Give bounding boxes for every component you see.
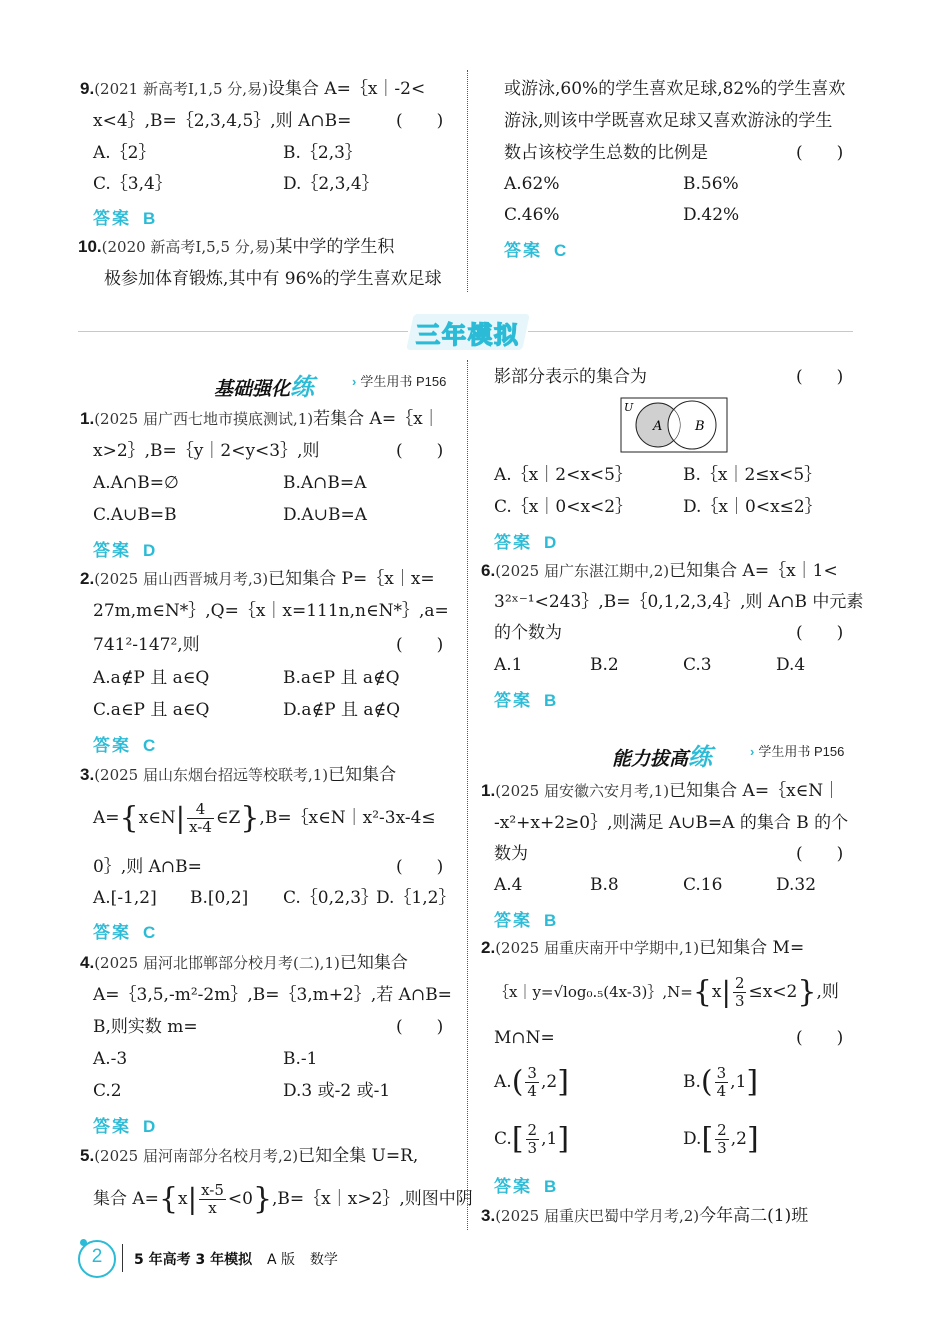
right-brace: }: [252, 1181, 273, 1217]
s2q2-opt-b-open: (: [700, 1064, 713, 1100]
s1q1-answer-label: 答案: [93, 541, 131, 560]
s1q6-opt-c: C.3: [683, 655, 712, 675]
s2q2-opt-a-close: ]: [557, 1064, 569, 1100]
s1q5-opt-b: B.｛x｜2≤x<5｝: [683, 465, 822, 485]
s1q2-opt-b: B.a∈P 且 a∉Q: [283, 668, 400, 688]
s2q1-answer-value: B: [544, 911, 559, 930]
s1q6-number: 6.: [481, 561, 496, 580]
s2q1-number: 1.: [481, 781, 496, 800]
s2q2-opt-b-close: ]: [746, 1064, 759, 1100]
q9-opt-a: A.｛2｝: [93, 143, 156, 163]
q9-source: (2021 新高考Ⅰ,1,5 分,易): [94, 80, 268, 98]
q10-line4: 游泳,则该中学既喜欢足球又喜欢游泳的学生: [504, 111, 833, 131]
q10-answer-value: C: [554, 241, 569, 260]
s1q1-opt-d: D.A∪B=A: [283, 505, 367, 525]
left-brace: {: [158, 1181, 179, 1217]
s2q2-opt-a-label: A.: [494, 1072, 512, 1092]
q9-opt-c: C.｛3,4｝: [93, 174, 172, 194]
s1q1-number: 1.: [80, 409, 95, 428]
section1-ref-text: 学生用书 P156: [360, 374, 447, 389]
q9-opt-d: D.｛2,3,4｝: [283, 174, 379, 194]
s1q3-answer: [93, 918, 157, 943]
s1q3-text1: 已知集合: [328, 765, 397, 785]
q9-line2: [93, 110, 351, 132]
s1q2-opt-c: C.a∈P 且 a∈Q: [93, 700, 210, 720]
s2q1-opt-c: C.16: [683, 875, 723, 895]
s1q4-source: (2025 届河北邯郸部分校月考(二),1): [94, 954, 340, 972]
q9-text2: x<4｝,B=｛2,3,4,5｝,则 A∩B=: [93, 111, 352, 131]
section2-title: [612, 737, 712, 772]
s2q3-number: 3.: [481, 1206, 496, 1225]
s2q2-set-n-var: x: [711, 982, 722, 1002]
s1q3-answer-label: 答案: [93, 923, 131, 942]
q10-opt-d: D.42%: [683, 205, 740, 225]
s2q2-opt-c: [494, 1120, 569, 1158]
s1q6-answer-value: B: [544, 691, 559, 710]
s1q2-answer-label: 答案: [93, 736, 131, 755]
s2q2-opt-a-den: 4: [527, 1082, 537, 1100]
s2q2-opt-a-rest: ,2: [540, 1072, 558, 1092]
s2q2-opt-d-rest: ,2: [730, 1129, 747, 1149]
s1q6-answer-label: 答案: [494, 691, 532, 710]
s1q2-text1: 已知集合 P=｛x｜x=: [268, 569, 435, 589]
s1q2-number: 2.: [80, 569, 95, 588]
q9-text1: 设集合 A=｛x｜-2<: [267, 79, 426, 99]
q10-line3: 或游泳,60%的学生喜欢足球,82%的学生喜欢: [504, 79, 846, 99]
s1q6-opt-d: D.4: [776, 655, 806, 675]
section1-title-suffix: 练: [290, 373, 315, 401]
s2q2-opt-c-close: ]: [557, 1121, 570, 1157]
venn-label-u: U: [624, 401, 634, 414]
banner-title: 三年模拟: [416, 321, 520, 349]
s1q4-opt-b: B.-1: [283, 1049, 318, 1069]
s2q1-line3: 数为: [494, 844, 528, 864]
s1q4-opt-c: C.2: [93, 1081, 122, 1101]
s1q4-number: 4.: [80, 953, 95, 972]
s2q2-paren: ( ): [796, 1028, 844, 1048]
s2q2-answer-value: B: [544, 1177, 559, 1196]
s1q3-line2: [93, 800, 436, 836]
s2q2-opt-c-open: [: [511, 1121, 524, 1157]
s1q3-opt-b: B.[0,2]: [190, 888, 249, 908]
s1q5-opt-d: D.｛x｜0<x≤2｝: [683, 497, 822, 517]
s1q3-answer-value: C: [143, 923, 158, 942]
q10-opt-c: C.46%: [504, 205, 560, 225]
s2q2-line1: [481, 937, 804, 959]
q10-number: 10.: [78, 237, 102, 256]
s1q3-opt-a: A.[-1,2]: [93, 888, 157, 908]
s1q3-fraction: [187, 801, 214, 836]
s2q2-opt-b-den: 4: [716, 1082, 727, 1100]
s1q2-paren: ( ): [396, 635, 444, 655]
s2q1-line2: -x²+x+2≥0｝,则满足 A∪B=A 的集合 B 的个: [494, 813, 849, 833]
s1q3-paren: ( ): [396, 857, 444, 877]
s2q2-frac-den: 3: [734, 992, 745, 1010]
q10-line5: 数占该校学生总数的比例是: [504, 143, 708, 163]
s1q4-opt-a: A.-3: [93, 1049, 128, 1069]
s1q6-opt-b: B.2: [590, 655, 619, 675]
s2q2-set-n-post: ≤x<2: [748, 982, 798, 1002]
s1q5-source: (2025 届河南部分名校月考,2): [94, 1147, 299, 1165]
s1q3-frac-num: 4: [187, 801, 214, 819]
venn-label-b: B: [695, 419, 705, 434]
q10-opt-b: B.56%: [683, 174, 739, 194]
left-brace: {: [692, 974, 712, 1010]
s2q1-answer-label: 答案: [494, 911, 532, 930]
q10-source: (2020 新高考Ⅰ,5,5 分,易): [101, 238, 276, 256]
s1q3-number: 3.: [80, 765, 95, 784]
s2q1-opt-d: D.32: [776, 875, 817, 895]
s1q3-text-b: ,B=｛x∈N｜x²-3x-4≤: [259, 808, 436, 828]
s2q2-opt-d-den: 3: [717, 1139, 727, 1157]
s1q1-answer-value: D: [143, 541, 158, 560]
section2-ref-text: 学生用书 P156: [758, 744, 845, 759]
s1q4-opt-d: D.3 或-2 或-1: [283, 1081, 391, 1101]
lower-column-divider: [467, 360, 468, 1230]
s1q5-opt-a: A.｛x｜2<x<5｝: [494, 465, 632, 485]
s1q6-source: (2025 届广东湛江期中,2): [495, 562, 670, 580]
s2q2-opt-c-frac: [526, 1122, 540, 1157]
s1q6-answer: [494, 686, 558, 711]
banner-rule-right: [528, 331, 853, 332]
s2q3-line1: [481, 1205, 808, 1227]
s1q5-line2: [93, 1181, 473, 1217]
s1q5-set-var: x: [178, 1189, 188, 1209]
s1q5-number: 5.: [80, 1146, 95, 1165]
s1q5-answer-label: 答案: [494, 533, 532, 552]
s2q1-answer: [494, 906, 558, 931]
s1q3-set-a-var: x∈N: [138, 808, 176, 828]
footer-book: 5 年高考 3 年模拟: [134, 1252, 253, 1268]
s2q2-opt-b-num: 3: [716, 1064, 727, 1082]
s1q2-line1: [80, 568, 435, 590]
s1q2-opt-d: D.a∉P 且 a∉Q: [283, 700, 401, 720]
s1q5-frac-den: x: [208, 1199, 217, 1217]
s2q2-frac-num: 2: [734, 974, 745, 992]
q9-opt-b: B.｛2,3｝: [283, 143, 362, 163]
s1q1-line2: x>2｝,B=｛y｜2<y<3｝,则: [93, 441, 320, 461]
s2q1-opt-a: A.4: [494, 875, 523, 895]
footer-page-number: 2: [91, 1246, 103, 1267]
s2q2-opt-d-label: D.: [683, 1129, 702, 1149]
section2-title-text: 能力拔高: [612, 748, 689, 770]
right-brace: }: [797, 974, 817, 1010]
s2q2-answer-label: 答案: [494, 1177, 532, 1196]
s1q3-line3: 0｝,则 A∩B=: [93, 857, 202, 877]
s1q2-answer: [93, 731, 157, 756]
footer-text: [134, 1249, 338, 1269]
vertical-bar: |: [187, 1182, 198, 1216]
top-column-divider: [467, 70, 468, 292]
footer-subject: 数学: [309, 1252, 338, 1268]
q9-paren: ( ): [396, 111, 444, 131]
s1q4-text1: 已知集合: [339, 953, 408, 973]
s2q2-number: 2.: [481, 938, 496, 957]
section1-title: [214, 367, 314, 402]
banner-rule-left: [78, 331, 408, 332]
s2q2-opt-a-open: (: [511, 1064, 524, 1100]
s1q6-line2: 3²ˣ⁻¹<243｝,B=｛0,1,2,3,4｝,则 A∩B 中元素: [494, 592, 864, 612]
s2q2-opt-a: [494, 1063, 569, 1101]
q9-answer-label: 答案: [93, 209, 131, 228]
s2q2-source: (2025 届重庆南开中学期中,1): [495, 939, 700, 957]
left-brace: {: [119, 800, 139, 836]
s1q5-set-pre: 集合 A=: [93, 1189, 159, 1209]
s1q4-line3: B,则实数 m=: [93, 1017, 198, 1037]
s1q4-answer-label: 答案: [93, 1117, 131, 1136]
s2q3-text1: 今年高二(1)班: [699, 1206, 809, 1226]
s2q1-paren: ( ): [796, 844, 844, 864]
s2q1-text1: 已知集合 A=｛x∈N｜: [669, 781, 841, 801]
q9-answer: [93, 204, 157, 229]
s1q6-text1: 已知集合 A=｛x｜1<: [669, 561, 838, 581]
s1q1-opt-c: C.A∪B=B: [93, 505, 177, 525]
s2q2-fraction: [733, 975, 747, 1010]
s1q1-text1: 若集合 A=｛x｜: [313, 409, 440, 429]
s1q3-opt-c: C.｛0,2,3｝: [283, 888, 379, 908]
s1q4-answer-value: D: [143, 1117, 158, 1136]
section2-title-suffix: 练: [688, 743, 713, 771]
s2q2-opt-c-den: 3: [527, 1139, 538, 1157]
chevron-right-icon: ›: [750, 744, 755, 759]
s1q4-answer: [93, 1112, 157, 1137]
chevron-right-icon: ›: [352, 374, 357, 389]
s2q2-opt-b-label: B.: [683, 1072, 701, 1092]
vertical-bar: |: [721, 975, 731, 1009]
section1-title-text: 基础强化: [214, 378, 291, 400]
s1q6-line1: [481, 560, 838, 582]
venn-label-a: A: [653, 419, 663, 434]
s1q1-answer: [93, 536, 157, 561]
s2q2-answer: [494, 1172, 558, 1197]
s2q2-text2b: ,则: [816, 982, 839, 1002]
s1q6-paren: ( ): [796, 623, 844, 643]
s1q1-opt-a: A.A∩B=∅: [93, 473, 179, 493]
q9-line1: [80, 78, 425, 100]
vertical-bar: |: [175, 801, 186, 835]
s1q5-set-post: <0: [227, 1189, 253, 1209]
s2q2-opt-c-label: C.: [494, 1129, 512, 1149]
s1q6-opt-a: A.1: [494, 655, 523, 675]
s1q5-line3: 影部分表示的集合为: [494, 367, 647, 387]
s1q5-answer: [494, 528, 558, 553]
s2q2-line2: [494, 974, 839, 1010]
s1q5-opt-c: C.｛x｜0<x<2｝: [494, 497, 633, 517]
q10-line2: 极参加体育锻炼,其中有 96%的学生喜欢足球: [104, 269, 442, 289]
s1q3-opt-d: D.｛1,2｝: [376, 888, 456, 908]
s1q2-line3: 741²-147²,则: [93, 635, 200, 655]
q10-line1: [78, 236, 394, 258]
s1q5-frac-num: x-5: [201, 1181, 224, 1199]
s2q1-line1: [481, 780, 840, 802]
s1q5-text1: 已知全集 U=R,: [298, 1146, 419, 1166]
q9-answer-value: B: [143, 209, 158, 228]
s1q5-paren: ( ): [796, 367, 844, 387]
s1q2-source: (2025 届山西晋城月考,3): [94, 570, 269, 588]
s2q2-opt-b-rest: ,1: [730, 1072, 747, 1092]
s2q2-opt-b: [683, 1063, 758, 1101]
s2q1-source: (2025 届安徽六安月考,1): [495, 782, 670, 800]
s1q3-set-a-post: ∈Z: [215, 808, 241, 828]
footer-rule: [122, 1244, 123, 1272]
q10-text1: 某中学的学生积: [275, 237, 395, 257]
s2q2-opt-c-num: 2: [527, 1121, 538, 1139]
s1q5-fraction: [199, 1182, 226, 1217]
s1q1-paren: ( ): [396, 441, 444, 461]
s2q3-source: (2025 届重庆巴蜀中学月考,2): [495, 1207, 700, 1225]
s1q2-opt-a: A.a∉P 且 a∈Q: [93, 668, 210, 688]
s2q2-opt-a-num: 3: [527, 1064, 537, 1082]
s1q3-line1: [80, 764, 396, 786]
s1q5-text-b: ,B=｛x｜x>2｝,则图中阴: [272, 1189, 473, 1209]
s2q2-opt-d-num: 2: [717, 1121, 727, 1139]
s1q2-line2: 27m,m∈N*｝,Q=｛x｜x=111n,n∈N*｝,a=: [93, 601, 449, 621]
s1q4-line2: A=｛3,5,-m²-2m｝,B=｛3,m+2｝,若 A∩B=: [93, 985, 452, 1005]
s1q1-line1: [80, 408, 440, 430]
q10-paren: ( ): [796, 143, 844, 163]
s1q3-set-a-pre: A=: [93, 808, 120, 828]
s2q2-line3: M∩N=: [494, 1028, 555, 1048]
s1q4-paren: ( ): [396, 1017, 444, 1037]
section2-ref: [750, 741, 844, 760]
right-brace: }: [240, 800, 260, 836]
s2q2-opt-c-rest: ,1: [541, 1129, 558, 1149]
s1q1-opt-b: B.A∩B=A: [283, 473, 367, 493]
s1q2-answer-value: C: [143, 736, 158, 755]
s1q1-source: (2025 届广西七地市摸底测试,1): [94, 410, 314, 428]
footer-edition: A 版: [266, 1252, 296, 1268]
s2q2-opt-d: [683, 1120, 759, 1158]
s2q2-text1: 已知集合 M=: [699, 938, 805, 958]
s1q6-line3: 的个数为: [494, 623, 562, 643]
s2q2-opt-d-close: ]: [746, 1121, 759, 1157]
q10-opt-a: A.62%: [504, 174, 560, 194]
s1q3-frac-den: x-4: [189, 818, 212, 836]
s2q2-opt-b-frac: [715, 1065, 729, 1100]
s2q1-opt-b: B.8: [590, 875, 619, 895]
footer-page-dot: [80, 1239, 87, 1246]
section1-ref: [352, 371, 446, 390]
q10-answer: [504, 236, 568, 261]
s1q5-answer-value: D: [544, 533, 559, 552]
venn-diagram: [620, 397, 728, 453]
s2q2-set-m: ｛x｜y=√log₀.₅(4x-3)｝,N=: [494, 983, 693, 1001]
s1q4-line1: [80, 952, 408, 974]
s2q2-opt-a-frac: [525, 1065, 539, 1100]
s2q2-opt-d-open: [: [701, 1121, 714, 1157]
s2q2-opt-d-frac: [715, 1122, 729, 1157]
q10-answer-label: 答案: [504, 241, 542, 260]
q9-number: 9.: [80, 79, 95, 98]
s1q3-source: (2025 届山东烟台招远等校联考,1): [94, 766, 329, 784]
s1q5-line1: [80, 1145, 418, 1167]
